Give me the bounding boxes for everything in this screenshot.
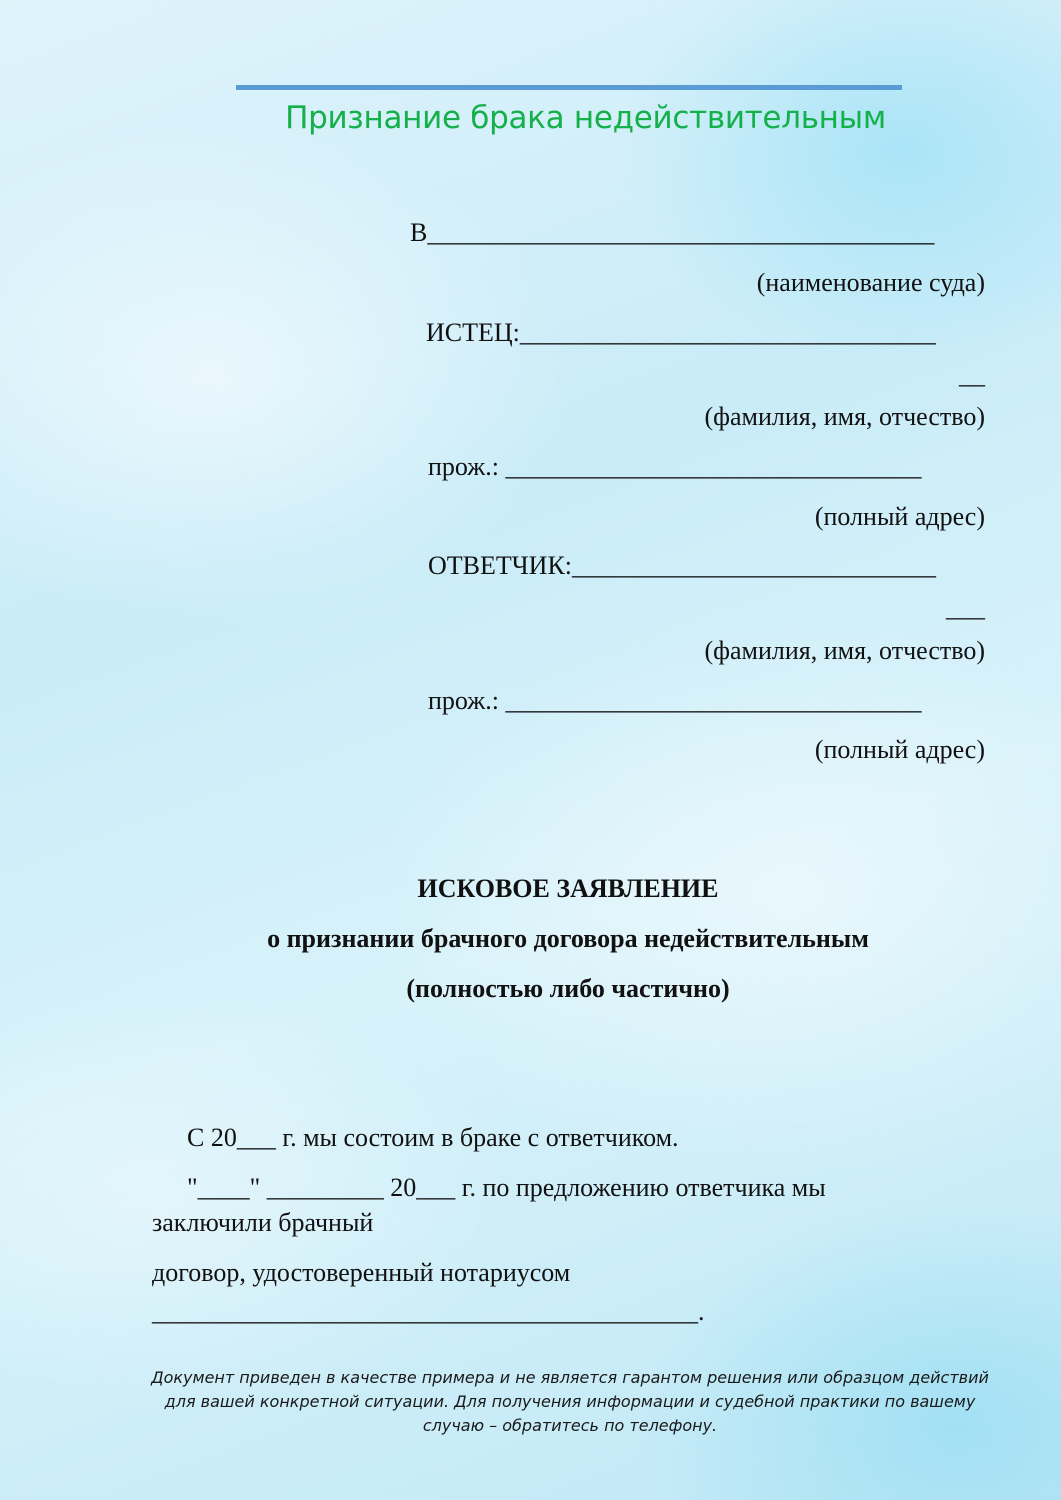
defendant-address-line: прож.: ________________________________ <box>428 686 922 715</box>
body-line-5: __________________________________________. <box>152 1297 705 1326</box>
plaintiff-caption: (фамилия, имя, отчество) <box>704 402 985 431</box>
plaintiff-line: ИСТЕЦ:________________________________ <box>426 318 936 347</box>
plaintiff-line-continuation: __ <box>959 360 985 389</box>
document-title: Признание брака недействительным <box>285 100 886 136</box>
defendant-line-continuation: ___ <box>946 593 985 622</box>
body-line-3: заключили брачный <box>152 1208 374 1237</box>
body-line-2: "____" _________ 20___ г. по предложению ответчика мы <box>187 1173 826 1202</box>
statement-subtitle: о признании брачного договора недействительным <box>267 924 869 953</box>
defendant-caption: (фамилия, имя, отчество) <box>704 636 985 665</box>
defendant-address-caption: (полный адрес) <box>814 735 985 764</box>
statement-qualifier: (полностью либо частично) <box>406 974 730 1003</box>
header-rule <box>236 85 902 90</box>
court-line: В_______________________________________ <box>410 218 935 247</box>
body-line-4: договор, удостоверенный нотариусом <box>152 1258 571 1287</box>
statement-title: ИСКОВОЕ ЗАЯВЛЕНИЕ <box>417 874 719 903</box>
defendant-line: ОТВЕТЧИК:____________________________ <box>428 551 937 580</box>
plaintiff-address-line: прож.: ________________________________ <box>428 452 922 481</box>
disclaimer-note: Документ приведен в качестве примера и не является гарантом решения или образцом действий для вашей конкретной ситуации. Для получения информации и судебной практики по вашему случаю – обратитесь по телефону. <box>151 1368 989 1435</box>
body-line-1: С 20___ г. мы состоим в браке с ответчиком. <box>187 1123 679 1152</box>
plaintiff-address-caption: (полный адрес) <box>814 502 985 531</box>
court-caption: (наименование суда) <box>756 268 985 297</box>
